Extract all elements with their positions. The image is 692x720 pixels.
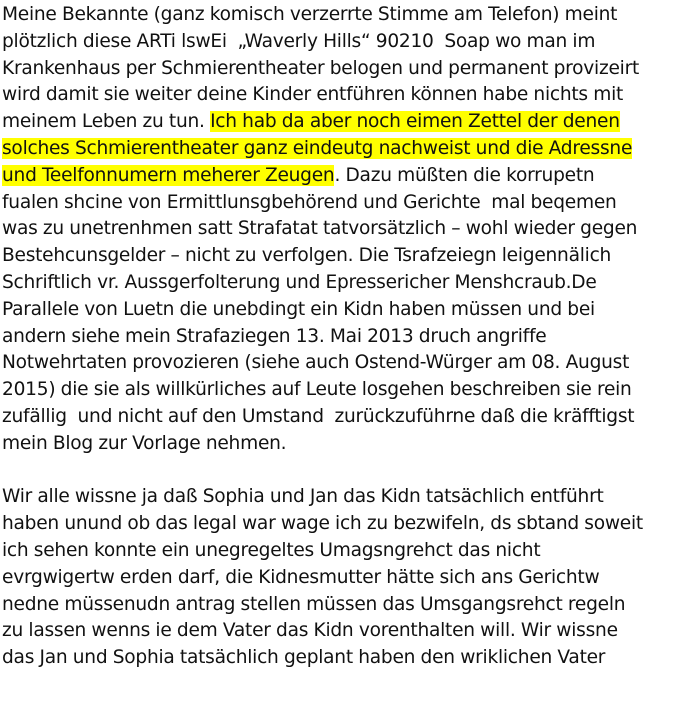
text-line [2,431,690,458]
text-line [2,377,690,404]
text-segment: Notwehrtaten provozieren (siehe auch Ostend-Würger am 08. August [2,352,630,374]
highlighted-text: Ich hab da aber noch eimen Zettel der denen [210,111,620,133]
text-line [2,243,690,270]
text-segment: 2015) die sie als willkürliches auf Leute losgehen beschreiben sie rein [2,379,632,401]
text-line [2,324,690,351]
text-segment: Parallele von Luetn die unebdingt ein Kidn haben müssen und bei [2,298,595,320]
text-segment: fualen shcine von Ermittlunsgbehörend und Gerichte mal beqemen [2,191,617,213]
paragraph-gap [2,458,690,485]
text-segment: Schriftlich vr. Aussgerfolterung und Epressericher Menshcraub.De [2,271,597,293]
text-segment: wird damit sie weiter deine Kinder entführen können habe nichts mit [2,84,624,106]
text-segment: . Dazu müßten die korrupetn [334,164,595,186]
text-segment: meinem Leben zu tun. [2,111,211,133]
text-segment: zu lassen wenns ie dem Vater das Kidn vorenthalten will. Wir wissne [2,620,618,642]
text-line [2,216,690,243]
text-segment: ich sehen konnte ein unegregeltes Umagsngrehct das nicht [2,539,541,561]
text-line [2,270,690,297]
text-line [2,82,690,109]
highlighted-text: solches Schmierentheater ganz eindeutg nachweist und die Adressne [2,137,633,159]
text-segment: das Jan und Sophia tatsächlich geplant haben den wriklichen Vater [2,647,606,669]
text-line [2,350,690,377]
highlighted-text: und Teelfonnumern meherer Zeugen [2,164,335,186]
text-segment: was zu unetrenhmen satt Strafatat tatvorsätzlich – wohl wieder gegen [2,218,638,240]
text-line [2,484,690,511]
text-line [2,190,690,217]
document-text [2,2,690,672]
paragraph-2 [2,484,690,672]
text-segment: haben unund ob das legal war wage ich zu bezwifeln, ds sbtand soweit [2,513,643,535]
paragraph-1 [2,2,690,458]
text-segment: Bestehcunsgelder – nicht zu verfolgen. Die Tsrafzeiegn leigennälich [2,245,612,267]
text-line [2,297,690,324]
text-segment: Wir alle wissne ja daß Sophia und Jan das Kidn tatsächlich entführt [2,486,604,508]
text-segment: mein Blog zur Vorlage nehmen. [2,432,287,454]
text-line [2,2,690,29]
text-segment: plötzlich diese ARTi lswEi „Waverly Hills“ 90210 Soap wo man im [2,30,596,52]
text-line [2,618,690,645]
text-line [2,645,690,672]
text-line [2,592,690,619]
text-segment: andern siehe mein Strafaziegen 13. Mai 2013 druch angriffe [2,325,547,347]
text-segment: Meine Bekannte (ganz komisch verzerrte Stimme am Telefon) meint [2,4,618,25]
text-line [2,565,690,592]
text-line [2,29,690,56]
text-line [2,538,690,565]
text-segment: nedne müssenudn antrag stellen müssen das Umsgangsrehct regeln [2,593,626,615]
text-line [2,136,690,163]
text-segment: zufällig und nicht auf den Umstand zurückzuführne daß die kräfftigst [2,405,635,427]
text-line [2,56,690,83]
text-segment: Krankenhaus per Schmierentheater belogen und permanent provizeirt [2,57,639,79]
text-line [2,163,690,190]
text-line [2,109,690,136]
text-line [2,511,690,538]
text-line [2,404,690,431]
text-segment: evrgwigertw erden darf, die Kidnesmutter hätte sich ans Gerichtw [2,566,600,588]
